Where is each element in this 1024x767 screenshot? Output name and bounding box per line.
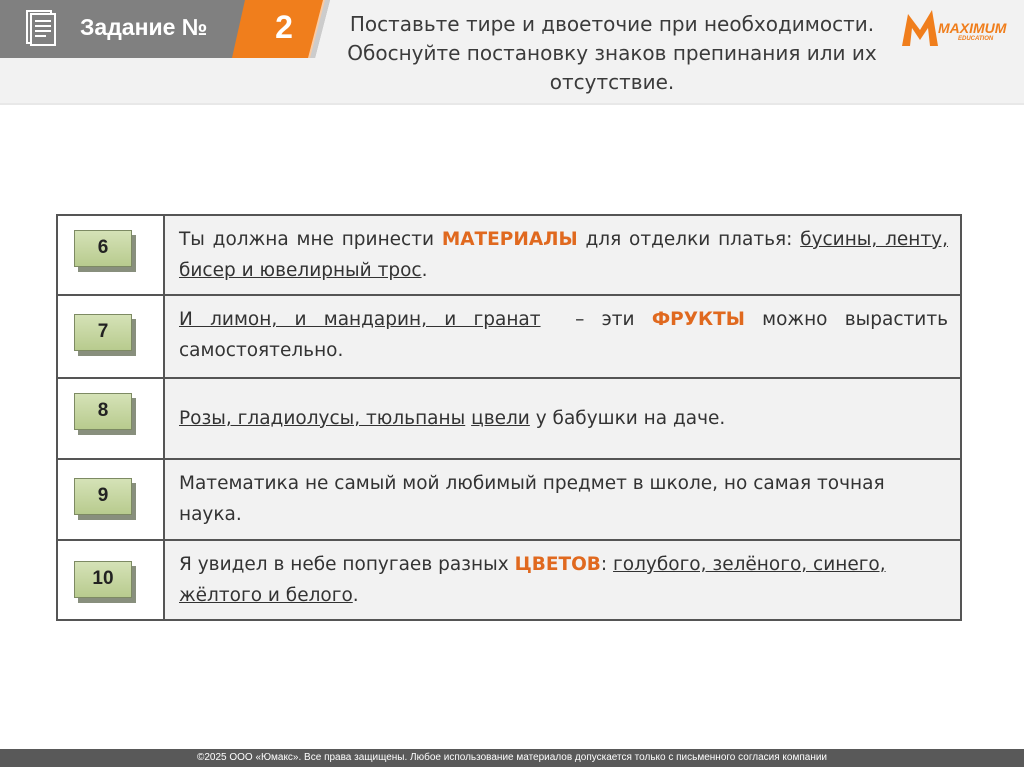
header (0, 0, 1024, 105)
sentence-text: у бабушки на даче. (529, 408, 726, 429)
task-label: Задание № (80, 14, 208, 40)
table-row (57, 215, 961, 295)
badge-label: 7 (74, 314, 132, 351)
task-table (56, 214, 962, 621)
sentence-cell (164, 378, 961, 459)
badge-label: 9 (74, 478, 132, 515)
sentence-text: для отделки платья: (577, 229, 801, 250)
number-badge (74, 478, 132, 515)
keyword: ЦВЕТОВ (514, 554, 601, 575)
badge-label: 6 (74, 230, 132, 267)
task-number: 2 (275, 9, 293, 45)
sentence-cell (164, 459, 961, 540)
table-row (57, 459, 961, 540)
logo-text: MAXIMUM (938, 20, 1007, 36)
number-badge (74, 230, 132, 267)
number-cell (57, 540, 164, 620)
sentence-text: Я увидел в небе попугаев разных (179, 554, 515, 575)
number-badge (74, 561, 132, 598)
underlined-word: цвели (471, 408, 530, 429)
logo-subtext: EDUCATION (958, 36, 994, 42)
task-title: Поставьте тире и двоеточие при необходимости. Обоснуйте постановку знаков препинания или их отсутствие. (347, 12, 877, 94)
maximum-logo (898, 6, 1016, 50)
sentence-text: . (352, 585, 359, 606)
number-cell (57, 295, 164, 378)
footer: ©2025 ООО «Юмакс». Все права защищены. Любое использование материалов допускается только с письменного согласия компании (0, 749, 1024, 767)
header-divider (0, 103, 1024, 105)
number-badge (74, 393, 132, 430)
underlined-phrase: бусины, ленту, бисер и ювелирный трос (179, 229, 948, 281)
sentence-text: – эти (540, 309, 652, 330)
underlined-phrase: И лимон, и мандарин, и гранат (179, 309, 541, 330)
sentence-text: : (600, 554, 614, 575)
sentence-cell (164, 215, 961, 295)
badge-label: 10 (74, 561, 132, 598)
number-cell (57, 378, 164, 459)
underlined-phrase: Розы, гладиолусы, тюльпаны (179, 408, 466, 429)
sentence-text: можно вырастить самостоятельно. (179, 309, 949, 361)
badge-label: 8 (74, 393, 132, 430)
number-cell (57, 459, 164, 540)
sentence-text: Ты должна мне принести (179, 229, 442, 250)
document-icon (26, 10, 56, 46)
table-row (57, 378, 961, 459)
sentence-text: Математика не самый мой любимый предмет в школе, но самая точная наука. (179, 473, 885, 525)
sentence-cell (164, 295, 961, 378)
keyword: ФРУКТЫ (651, 309, 745, 330)
sentence-text: . (421, 260, 428, 281)
logo-mark-icon (898, 6, 942, 50)
table-row (57, 295, 961, 378)
number-badge (74, 314, 132, 351)
number-cell (57, 215, 164, 295)
keyword: МАТЕРИАЛЫ (441, 229, 578, 250)
sentence-cell (164, 540, 961, 620)
table-row (57, 540, 961, 620)
underlined-phrase: голубого, зелёного, синего, жёлтого и белого (179, 554, 886, 606)
